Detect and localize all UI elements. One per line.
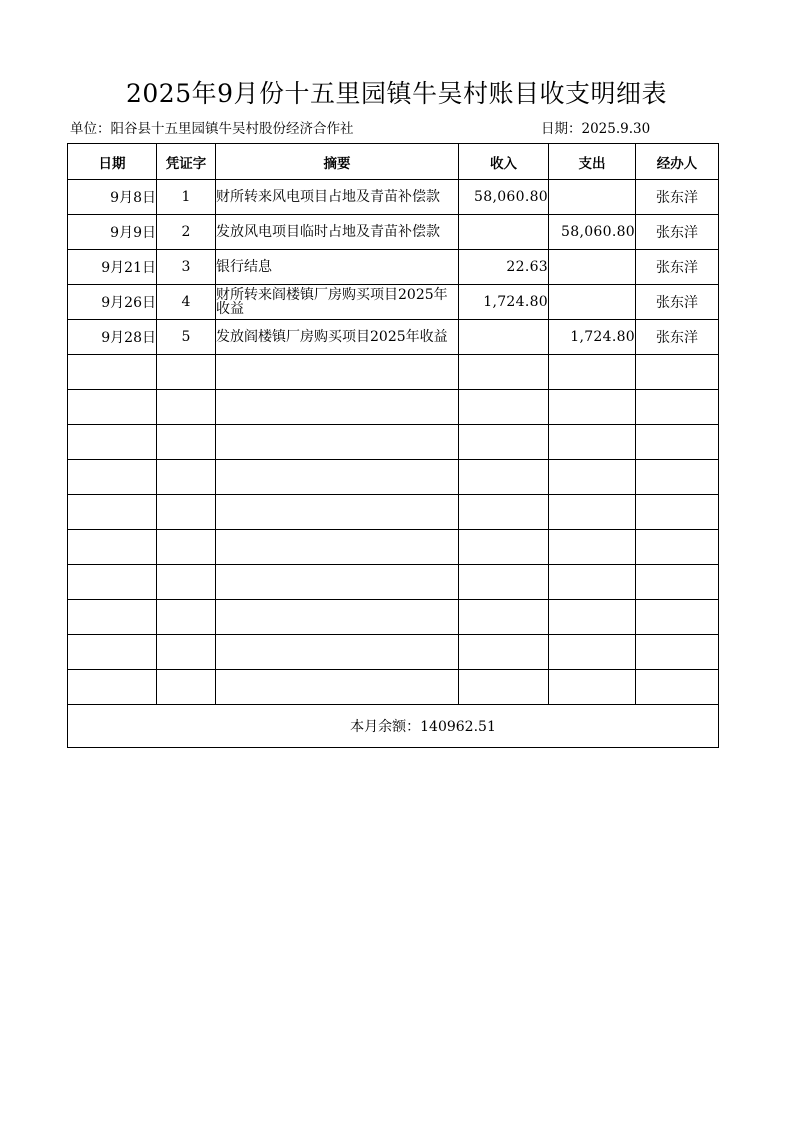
empty-cell	[216, 670, 459, 705]
cell-summary: 财所转来风电项目占地及青苗补偿款	[216, 180, 459, 215]
cell-expense	[549, 180, 636, 215]
empty-cell	[636, 425, 719, 460]
empty-cell	[157, 425, 216, 460]
empty-cell	[459, 425, 549, 460]
empty-cell	[216, 565, 459, 600]
empty-cell	[157, 390, 216, 425]
table-row	[68, 250, 719, 285]
ledger-table	[67, 143, 719, 748]
cell-date: 9月21日	[68, 250, 157, 285]
empty-row	[68, 460, 719, 495]
empty-cell	[549, 565, 636, 600]
empty-cell	[459, 670, 549, 705]
empty-cell	[68, 530, 157, 565]
cell-voucher: 3	[157, 250, 216, 285]
cell-handler: 张东洋	[636, 250, 719, 285]
table-row	[68, 285, 719, 320]
empty-cell	[549, 530, 636, 565]
empty-cell	[216, 530, 459, 565]
empty-cell	[459, 460, 549, 495]
cell-handler: 张东洋	[636, 320, 719, 355]
empty-cell	[68, 355, 157, 390]
cell-expense: 58,060.80	[549, 215, 636, 250]
empty-cell	[68, 425, 157, 460]
empty-row	[68, 355, 719, 390]
cell-voucher: 1	[157, 180, 216, 215]
empty-cell	[636, 495, 719, 530]
empty-cell	[459, 390, 549, 425]
empty-cell	[549, 600, 636, 635]
empty-cell	[459, 565, 549, 600]
empty-row	[68, 530, 719, 565]
col-header-handler: 经办人	[636, 144, 719, 180]
empty-cell	[68, 565, 157, 600]
balance-row	[68, 705, 719, 748]
cell-date: 9月28日	[68, 320, 157, 355]
empty-cell	[216, 495, 459, 530]
empty-cell	[636, 600, 719, 635]
empty-cell	[68, 460, 157, 495]
empty-cell	[549, 460, 636, 495]
cell-date: 9月8日	[68, 180, 157, 215]
empty-cell	[157, 565, 216, 600]
empty-cell	[549, 635, 636, 670]
cell-handler: 张东洋	[636, 285, 719, 320]
empty-cell	[549, 355, 636, 390]
col-header-voucher: 凭证字	[157, 144, 216, 180]
empty-cell	[636, 355, 719, 390]
empty-cell	[157, 355, 216, 390]
col-header-date: 日期	[68, 144, 157, 180]
empty-cell	[157, 670, 216, 705]
empty-row	[68, 600, 719, 635]
cell-voucher: 2	[157, 215, 216, 250]
balance-cell	[68, 705, 719, 748]
empty-cell	[157, 460, 216, 495]
empty-cell	[157, 530, 216, 565]
empty-row	[68, 565, 719, 600]
cell-income: 1,724.80	[459, 285, 549, 320]
empty-cell	[636, 390, 719, 425]
page-title: 2025年9月份十五里园镇牛吴村账目收支明细表	[125, 79, 668, 108]
table-row	[68, 215, 719, 250]
empty-cell	[157, 495, 216, 530]
cell-summary: 银行结息	[216, 250, 459, 285]
empty-cell	[549, 670, 636, 705]
empty-row	[68, 635, 719, 670]
balance-text: 本月余额：140962.51	[350, 719, 496, 735]
empty-cell	[549, 425, 636, 460]
date-label: 日期：2025.9.30	[541, 121, 651, 137]
col-header-expense: 支出	[549, 144, 636, 180]
cell-income: 22.63	[459, 250, 549, 285]
cell-summary: 发放阎楼镇厂房购买项目2025年收益	[216, 320, 459, 355]
unit-label: 单位：阳谷县十五里园镇牛吴村股份经济合作社	[70, 121, 354, 137]
empty-cell	[549, 390, 636, 425]
empty-cell	[459, 530, 549, 565]
cell-date: 9月9日	[68, 215, 157, 250]
cell-income: 58,060.80	[459, 180, 549, 215]
empty-cell	[216, 390, 459, 425]
empty-cell	[636, 635, 719, 670]
cell-summary: 财所转来阎楼镇厂房购买项目2025年收益	[216, 285, 459, 320]
cell-expense	[549, 250, 636, 285]
empty-cell	[68, 600, 157, 635]
cell-income	[459, 215, 549, 250]
empty-cell	[636, 460, 719, 495]
empty-row	[68, 495, 719, 530]
cell-expense	[549, 285, 636, 320]
header-row	[68, 144, 719, 180]
empty-cell	[68, 635, 157, 670]
empty-row	[68, 670, 719, 705]
empty-cell	[459, 600, 549, 635]
empty-cell	[636, 530, 719, 565]
table-row	[68, 180, 719, 215]
empty-cell	[157, 600, 216, 635]
col-header-income: 收入	[459, 144, 549, 180]
empty-cell	[68, 390, 157, 425]
cell-income	[459, 320, 549, 355]
empty-cell	[216, 460, 459, 495]
cell-handler: 张东洋	[636, 215, 719, 250]
empty-cell	[459, 355, 549, 390]
col-header-summary: 摘要	[216, 144, 459, 180]
empty-cell	[216, 425, 459, 460]
cell-handler: 张东洋	[636, 180, 719, 215]
empty-cell	[216, 600, 459, 635]
cell-voucher: 5	[157, 320, 216, 355]
empty-cell	[216, 355, 459, 390]
empty-row	[68, 425, 719, 460]
cell-voucher: 4	[157, 285, 216, 320]
cell-summary: 发放风电项目临时占地及青苗补偿款	[216, 215, 459, 250]
empty-cell	[636, 670, 719, 705]
table-row	[68, 320, 719, 355]
empty-cell	[157, 635, 216, 670]
empty-cell	[636, 565, 719, 600]
empty-cell	[459, 495, 549, 530]
empty-cell	[68, 670, 157, 705]
cell-expense: 1,724.80	[549, 320, 636, 355]
empty-cell	[68, 495, 157, 530]
empty-cell	[216, 635, 459, 670]
empty-row	[68, 390, 719, 425]
empty-cell	[459, 635, 549, 670]
cell-date: 9月26日	[68, 285, 157, 320]
empty-cell	[549, 495, 636, 530]
